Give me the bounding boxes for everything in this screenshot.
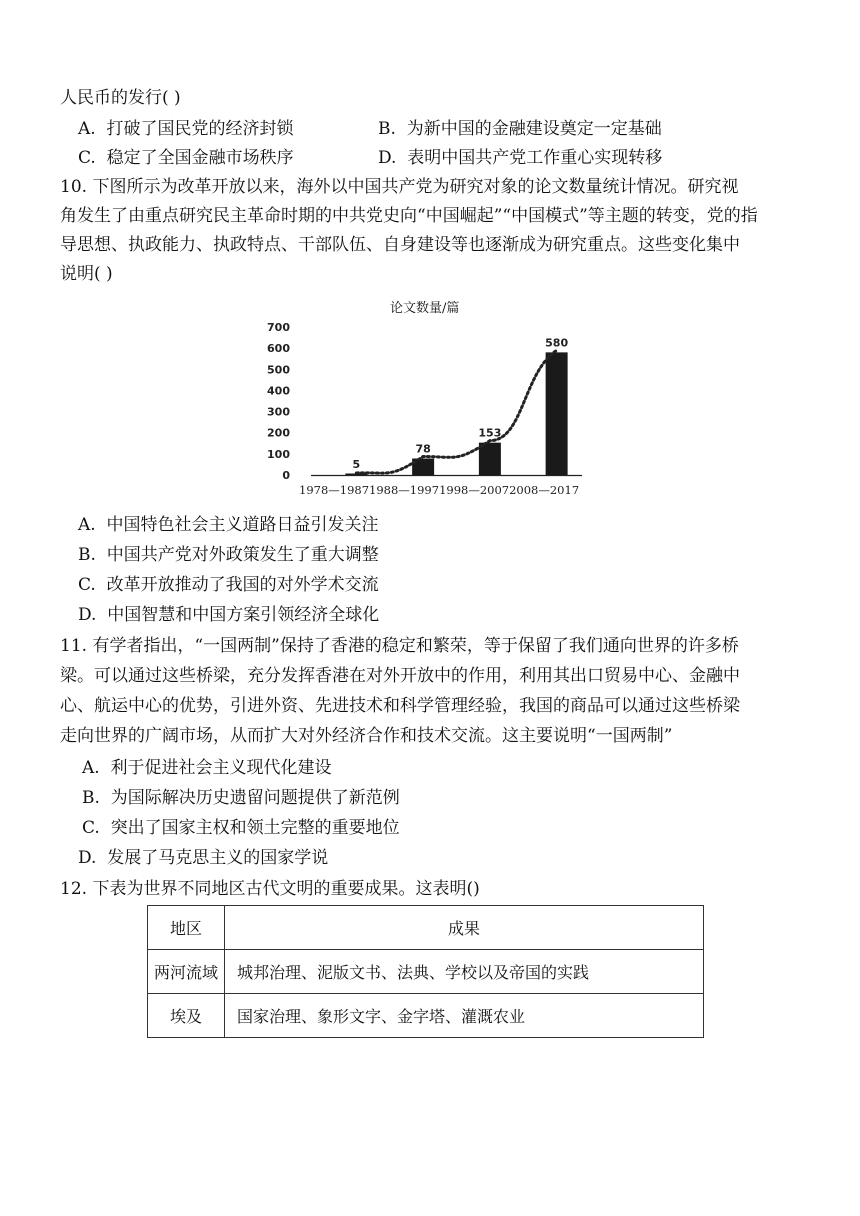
q11-stem-line-1: 11. 有学者指出，“一国两制”保持了香港的稳定和繁荣，等于保留了我们通向世界的许多桥 (60, 636, 739, 656)
q11-option-b[interactable] (82, 790, 400, 807)
table-cell: 国家治理、象形文字、金字塔、灌溉农业 (225, 994, 704, 1038)
table-row (148, 994, 704, 1038)
option-text: 发展了马克思主义的国家学说 (107, 848, 329, 868)
chart-bar (546, 352, 568, 475)
civilization-table (147, 905, 704, 1038)
q11-option-a[interactable] (82, 760, 332, 777)
option-letter: C. (78, 148, 96, 168)
option-letter: A. (78, 119, 96, 139)
q11-option-d[interactable] (78, 850, 328, 867)
q11-stem-line-2: 梁。可以通过这些桥梁，充分发挥香港在对外开放中的作用，利用其出口贸易中心、金融中 (60, 666, 740, 686)
y-tick-label: 200 (267, 426, 290, 440)
q11-option-c[interactable] (82, 820, 400, 837)
q9-option-d[interactable] (378, 150, 662, 167)
q9-option-a[interactable] (78, 121, 294, 138)
y-tick-label: 700 (267, 321, 290, 334)
q10-option-b[interactable] (78, 547, 379, 564)
q9-option-b[interactable] (378, 121, 662, 138)
option-letter: B. (78, 545, 96, 565)
option-text: 为新中国的金融建设奠定一定基础 (406, 119, 662, 139)
y-tick-label: 100 (267, 447, 290, 461)
option-text: 表明中国共产党工作重心实现转移 (407, 148, 663, 168)
q10-stem-line-2: 角发生了由重点研究民主革命时期的中共党史向“中国崛起”“中国模式”等主题的转变，党的指 (60, 206, 758, 226)
option-text: 利于促进社会主义现代化建设 (110, 758, 332, 778)
y-tick-label: 300 (267, 405, 290, 419)
table-cell: 埃及 (148, 994, 225, 1038)
q9-option-c[interactable] (78, 150, 294, 167)
option-text: 稳定了全国金融市场秩序 (106, 148, 294, 168)
option-letter: D. (78, 848, 97, 868)
option-text: 为国际解决历史遗留问题提供了新范例 (110, 788, 400, 808)
bar-data-label: 153 (478, 426, 502, 440)
q10-stem-line-4: 说明( ) (60, 264, 113, 284)
table-cell: 两河流域 (148, 950, 225, 994)
option-letter: C. (82, 818, 100, 838)
q10-option-c[interactable] (78, 577, 379, 594)
q11-stem-line-4: 走向世界的广阔市场，从而扩大对外经济合作和技术交流。这主要说明“一国两制” (60, 726, 673, 746)
chart-bar (479, 443, 501, 475)
table-cell: 城邦治理、泥版文书、法典、学校以及帝国的实践 (225, 950, 704, 994)
bar-data-label: 580 (545, 336, 569, 350)
chart-svg (267, 292, 590, 507)
q10-option-d[interactable] (78, 607, 379, 624)
q12-stem: 12. 下表为世界不同地区古代文明的重要成果。这表明() (60, 879, 480, 899)
option-letter: D. (78, 605, 97, 625)
y-tick-label: 0 (282, 469, 290, 482)
option-letter: B. (378, 119, 396, 139)
option-text: 中国共产党对外政策发生了重大调整 (106, 545, 379, 565)
option-text: 中国特色社会主义道路日益引发关注 (106, 515, 379, 535)
trend-line (356, 350, 556, 473)
option-text: 改革开放推动了我国的对外学术交流 (106, 575, 379, 595)
option-text: 中国智慧和中国方案引领经济全球化 (107, 605, 380, 625)
option-text: 打破了国民党的经济封锁 (106, 119, 294, 139)
table-row (148, 950, 704, 994)
option-letter: D. (378, 148, 397, 168)
option-letter: A. (78, 515, 96, 535)
x-axis-category-labels: 1978—19871988—19971998—20072008—2017 (299, 483, 580, 497)
y-tick-label: 600 (267, 342, 290, 356)
q10-stem-line-1: 10. 下图所示为改革开放以来，海外以中国共产党为研究对象的论文数量统计情况。研究视 (60, 177, 739, 197)
q9-stem: 人民币的发行( ) (60, 88, 181, 108)
q10-option-a[interactable] (78, 517, 379, 534)
table-header-cell: 成果 (225, 906, 704, 950)
q10-stem-line-3: 导思想、执政能力、执政特点、干部队伍、自身建设等也逐渐成为研究重点。这些变化集中 (60, 235, 740, 255)
paper-count-chart (267, 292, 590, 507)
option-letter: B. (82, 788, 100, 808)
q11-stem-line-3: 心、航运中心的优势，引进外资、先进技术和科学管理经验，我国的商品可以通过这些桥梁 (60, 696, 740, 716)
table-header-cell: 地区 (148, 906, 225, 950)
chart-title: 论文数量/篇 (390, 301, 460, 316)
y-tick-label: 500 (267, 363, 290, 377)
bar-data-label: 78 (415, 442, 431, 456)
option-letter: C. (78, 575, 96, 595)
option-text: 突出了国家主权和领土完整的重要地位 (110, 818, 400, 838)
bar-data-label: 5 (352, 457, 361, 471)
y-tick-label: 400 (267, 384, 290, 398)
table-header-row (148, 906, 704, 950)
option-letter: A. (82, 758, 100, 778)
